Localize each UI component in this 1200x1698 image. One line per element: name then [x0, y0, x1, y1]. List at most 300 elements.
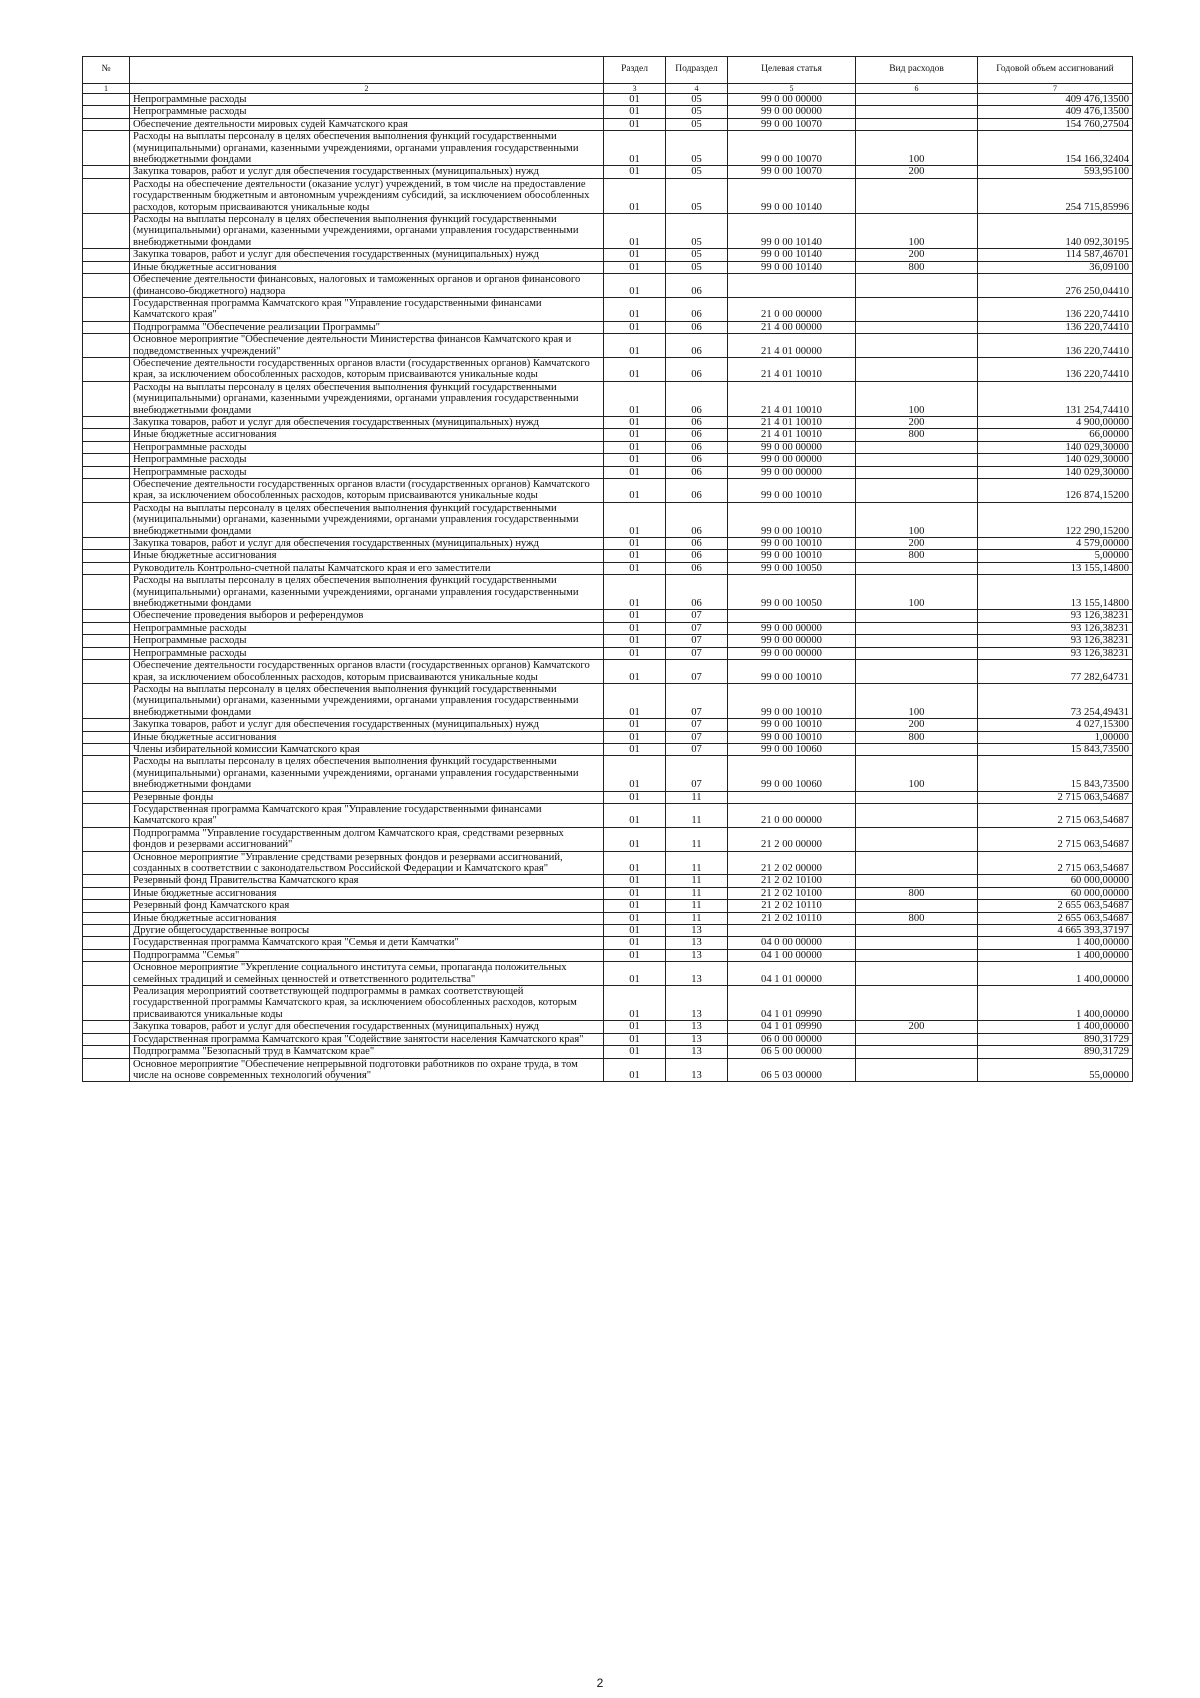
col-index: 6	[856, 84, 978, 94]
row-amount-cell: 1 400,00000	[978, 962, 1133, 986]
row-name-cell: Обеспечение деятельности финансовых, налоговых и таможенных органов и органов финансового (финансово-бюджетного) надзора	[130, 274, 604, 298]
row-name-cell: Обеспечение деятельности государственных органов власти (государственных органов) Камчатского края, за исключением обособленных расходов, которым присваиваются уникальные коды	[130, 357, 604, 381]
table-row	[83, 479, 1133, 503]
row-amount-cell: 2 655 063,54687	[978, 900, 1133, 912]
row-amount-cell: 73 254,49431	[978, 683, 1133, 718]
row-num-cell	[83, 887, 130, 899]
row-subsection-cell: 05	[666, 261, 728, 273]
col-name-header	[130, 57, 604, 84]
row-section-cell: 01	[604, 962, 666, 986]
row-name-cell: Иные бюджетные ассигнования	[130, 731, 604, 743]
row-num-cell	[83, 660, 130, 684]
row-num-cell	[83, 949, 130, 961]
row-subsection-cell: 07	[666, 647, 728, 659]
row-section-cell: 01	[604, 803, 666, 827]
row-subsection-cell: 11	[666, 887, 728, 899]
row-num-cell	[83, 986, 130, 1021]
row-amount-cell: 2 715 063,54687	[978, 791, 1133, 803]
row-section-cell: 01	[604, 887, 666, 899]
row-exptype-cell	[856, 803, 978, 827]
row-num-cell	[83, 441, 130, 453]
row-name-cell: Расходы на обеспечение деятельности (оказание услуг) учреждений, в том числе на предоставление государственным бюджетным и автономным учреждениям субсидий, за исключением обособленных расходов, которым присваиваются уникальные коды	[130, 178, 604, 213]
table-row	[83, 357, 1133, 381]
row-section-cell: 01	[604, 214, 666, 249]
table-row	[83, 756, 1133, 791]
row-subsection-cell: 13	[666, 1058, 728, 1082]
row-section-cell: 01	[604, 381, 666, 416]
row-exptype-cell: 200	[856, 416, 978, 428]
row-subsection-cell: 05	[666, 118, 728, 130]
row-num-cell	[83, 1033, 130, 1045]
row-subsection-cell: 05	[666, 249, 728, 261]
row-subsection-cell: 11	[666, 912, 728, 924]
row-subsection-cell: 05	[666, 178, 728, 213]
row-subsection-cell: 06	[666, 441, 728, 453]
table-row	[83, 550, 1133, 562]
col-index: 7	[978, 84, 1133, 94]
table-row	[83, 131, 1133, 166]
col-index: 3	[604, 84, 666, 94]
table-row	[83, 466, 1133, 478]
row-name-cell: Непрограммные расходы	[130, 635, 604, 647]
row-subsection-cell: 06	[666, 466, 728, 478]
row-exptype-cell	[856, 479, 978, 503]
table-row	[83, 575, 1133, 610]
row-target-cell: 99 0 00 10010	[728, 731, 856, 743]
row-num-cell	[83, 575, 130, 610]
row-name-cell: Государственная программа Камчатского края "Семья и дети Камчатки"	[130, 937, 604, 949]
row-exptype-cell	[856, 962, 978, 986]
row-name-cell: Непрограммные расходы	[130, 441, 604, 453]
row-exptype-cell	[856, 118, 978, 130]
row-num-cell	[83, 1021, 130, 1033]
row-target-cell: 99 0 00 00000	[728, 647, 856, 659]
row-section-cell: 01	[604, 756, 666, 791]
row-target-cell: 99 0 00 10010	[728, 683, 856, 718]
row-exptype-cell: 100	[856, 381, 978, 416]
col-index: 4	[666, 84, 728, 94]
row-target-cell: 99 0 00 10070	[728, 166, 856, 178]
row-subsection-cell: 07	[666, 743, 728, 755]
row-num-cell	[83, 131, 130, 166]
row-section-cell: 01	[604, 466, 666, 478]
table-row	[83, 962, 1133, 986]
header-row	[83, 57, 1133, 84]
row-name-cell: Расходы на выплаты персоналу в целях обеспечения выполнения функций государственными (муниципальными) органами, казенными учреждениями, органами управления государственными внебюджетными фондами	[130, 131, 604, 166]
row-exptype-cell: 800	[856, 912, 978, 924]
row-section-cell: 01	[604, 479, 666, 503]
col-num-header: №	[83, 57, 130, 84]
row-amount-cell: 93 126,38231	[978, 635, 1133, 647]
row-name-cell: Основное мероприятие "Управление средствами резервных фондов и резервами ассигнований, созданных в соответствии с законодательством Российской Федерации и Камчатского края"	[130, 851, 604, 875]
row-section-cell: 01	[604, 1021, 666, 1033]
row-num-cell	[83, 357, 130, 381]
row-exptype-cell	[856, 297, 978, 321]
table-row	[83, 887, 1133, 899]
row-section-cell: 01	[604, 274, 666, 298]
row-amount-cell: 15 843,73500	[978, 743, 1133, 755]
row-num-cell	[83, 94, 130, 106]
table-row	[83, 610, 1133, 622]
row-section-cell: 01	[604, 683, 666, 718]
row-exptype-cell	[856, 441, 978, 453]
row-target-cell: 99 0 00 10070	[728, 131, 856, 166]
row-subsection-cell: 05	[666, 106, 728, 118]
row-section-cell: 01	[604, 949, 666, 961]
row-name-cell: Основное мероприятие "Обеспечение деятельности Министерства финансов Камчатского края и подведомственных учреждений"	[130, 334, 604, 358]
table-row	[83, 900, 1133, 912]
row-num-cell	[83, 321, 130, 333]
row-target-cell: 21 2 00 00000	[728, 827, 856, 851]
row-exptype-cell	[856, 1046, 978, 1058]
row-amount-cell: 66,00000	[978, 429, 1133, 441]
row-num-cell	[83, 297, 130, 321]
row-exptype-cell	[856, 743, 978, 755]
row-section-cell: 01	[604, 791, 666, 803]
row-exptype-cell	[856, 610, 978, 622]
row-exptype-cell: 100	[856, 214, 978, 249]
row-amount-cell: 114 587,46701	[978, 249, 1133, 261]
row-num-cell	[83, 416, 130, 428]
row-name-cell: Закупка товаров, работ и услуг для обеспечения государственных (муниципальных) нужд	[130, 1021, 604, 1033]
col-index: 1	[83, 84, 130, 94]
row-amount-cell: 126 874,15200	[978, 479, 1133, 503]
row-amount-cell: 4 900,00000	[978, 416, 1133, 428]
row-amount-cell: 136 220,74410	[978, 321, 1133, 333]
row-target-cell: 99 0 00 10010	[728, 479, 856, 503]
row-exptype-cell	[856, 466, 978, 478]
row-amount-cell: 60 000,00000	[978, 875, 1133, 887]
row-exptype-cell	[856, 274, 978, 298]
row-target-cell	[728, 791, 856, 803]
table-body	[83, 94, 1133, 1082]
row-subsection-cell: 11	[666, 791, 728, 803]
row-num-cell	[83, 538, 130, 550]
row-target-cell	[728, 610, 856, 622]
row-amount-cell: 890,31729	[978, 1033, 1133, 1045]
row-amount-cell: 1 400,00000	[978, 1021, 1133, 1033]
row-subsection-cell: 13	[666, 1046, 728, 1058]
row-target-cell: 99 0 00 10140	[728, 178, 856, 213]
row-name-cell: Иные бюджетные ассигнования	[130, 887, 604, 899]
row-amount-cell: 409 476,13500	[978, 94, 1133, 106]
row-section-cell: 01	[604, 660, 666, 684]
row-exptype-cell: 200	[856, 719, 978, 731]
row-name-cell: Основное мероприятие "Обеспечение непрерывной подготовки работников по охране труда, в том числе на основе современных технологий обучения"	[130, 1058, 604, 1082]
table-row	[83, 743, 1133, 755]
table-row	[83, 1033, 1133, 1045]
row-subsection-cell: 13	[666, 1033, 728, 1045]
row-target-cell: 99 0 00 00000	[728, 441, 856, 453]
row-subsection-cell: 06	[666, 479, 728, 503]
row-name-cell: Расходы на выплаты персоналу в целях обеспечения выполнения функций государственными (муниципальными) органами, казенными учреждениями, органами управления государственными внебюджетными фондами	[130, 683, 604, 718]
row-name-cell: Члены избирательной комиссии Камчатского края	[130, 743, 604, 755]
row-amount-cell: 140 029,30000	[978, 441, 1133, 453]
row-subsection-cell: 06	[666, 502, 728, 537]
row-exptype-cell: 800	[856, 731, 978, 743]
row-exptype-cell	[856, 791, 978, 803]
row-subsection-cell: 06	[666, 429, 728, 441]
table-row	[83, 683, 1133, 718]
row-target-cell: 21 4 01 10010	[728, 416, 856, 428]
row-name-cell: Государственная программа Камчатского края "Управление государственными финансами Камчатского края"	[130, 297, 604, 321]
row-target-cell: 99 0 00 10140	[728, 261, 856, 273]
row-num-cell	[83, 622, 130, 634]
row-num-cell	[83, 827, 130, 851]
table-row	[83, 925, 1133, 937]
table-row	[83, 106, 1133, 118]
row-subsection-cell: 06	[666, 538, 728, 550]
col-target-header: Целевая статья	[728, 57, 856, 84]
row-subsection-cell: 05	[666, 214, 728, 249]
table-row	[83, 118, 1133, 130]
row-subsection-cell: 11	[666, 827, 728, 851]
row-name-cell: Резервные фонды	[130, 791, 604, 803]
row-exptype-cell: 800	[856, 261, 978, 273]
row-exptype-cell: 100	[856, 502, 978, 537]
row-exptype-cell: 800	[856, 550, 978, 562]
table-row	[83, 660, 1133, 684]
row-exptype-cell	[856, 321, 978, 333]
row-section-cell: 01	[604, 550, 666, 562]
row-target-cell: 99 0 00 10010	[728, 719, 856, 731]
row-exptype-cell: 800	[856, 887, 978, 899]
row-name-cell: Подпрограмма "Обеспечение реализации Программы"	[130, 321, 604, 333]
row-target-cell: 99 0 00 10010	[728, 550, 856, 562]
row-subsection-cell: 06	[666, 575, 728, 610]
row-name-cell: Закупка товаров, работ и услуг для обеспечения государственных (муниципальных) нужд	[130, 719, 604, 731]
table-row	[83, 261, 1133, 273]
row-exptype-cell	[856, 827, 978, 851]
col-section-header: Раздел	[604, 57, 666, 84]
row-section-cell: 01	[604, 610, 666, 622]
row-name-cell: Руководитель Контрольно-счетной палаты Камчатского края и его заместители	[130, 562, 604, 574]
row-exptype-cell: 100	[856, 683, 978, 718]
table-row	[83, 274, 1133, 298]
row-subsection-cell: 06	[666, 454, 728, 466]
table-row	[83, 502, 1133, 537]
row-amount-cell: 5,00000	[978, 550, 1133, 562]
row-num-cell	[83, 851, 130, 875]
row-num-cell	[83, 466, 130, 478]
row-target-cell: 21 0 00 00000	[728, 297, 856, 321]
table-row	[83, 647, 1133, 659]
row-exptype-cell	[856, 1058, 978, 1082]
row-amount-cell: 409 476,13500	[978, 106, 1133, 118]
row-name-cell: Реализация мероприятий соответствующей подпрограммы в рамках соответствующей государственной программы Камчатского края, за исключением обособленных расходов, которым присваиваются уникальные коды	[130, 986, 604, 1021]
row-target-cell: 99 0 00 10140	[728, 249, 856, 261]
row-section-cell: 01	[604, 925, 666, 937]
row-target-cell: 99 0 00 10010	[728, 502, 856, 537]
row-section-cell: 01	[604, 743, 666, 755]
row-name-cell: Иные бюджетные ассигнования	[130, 429, 604, 441]
row-subsection-cell: 13	[666, 1021, 728, 1033]
row-subsection-cell: 07	[666, 635, 728, 647]
row-subsection-cell: 11	[666, 875, 728, 887]
row-num-cell	[83, 803, 130, 827]
row-target-cell: 99 0 00 10070	[728, 118, 856, 130]
row-amount-cell: 77 282,64731	[978, 660, 1133, 684]
row-amount-cell: 1 400,00000	[978, 986, 1133, 1021]
row-num-cell	[83, 381, 130, 416]
table-row	[83, 214, 1133, 249]
row-amount-cell: 55,00000	[978, 1058, 1133, 1082]
row-section-cell: 01	[604, 416, 666, 428]
row-subsection-cell: 06	[666, 334, 728, 358]
row-target-cell: 99 0 00 10060	[728, 743, 856, 755]
row-subsection-cell: 06	[666, 562, 728, 574]
row-subsection-cell: 07	[666, 719, 728, 731]
row-exptype-cell	[856, 647, 978, 659]
row-subsection-cell: 06	[666, 297, 728, 321]
row-num-cell	[83, 1058, 130, 1082]
row-num-cell	[83, 106, 130, 118]
row-target-cell: 04 1 01 09990	[728, 1021, 856, 1033]
row-section-cell: 01	[604, 106, 666, 118]
table-row	[83, 1046, 1133, 1058]
row-name-cell: Расходы на выплаты персоналу в целях обеспечения выполнения функций государственными (муниципальными) органами, казенными учреждениями, органами управления государственными внебюджетными фондами	[130, 756, 604, 791]
table-row	[83, 622, 1133, 634]
table-row	[83, 1021, 1133, 1033]
row-target-cell: 99 0 00 00000	[728, 106, 856, 118]
table-row	[83, 297, 1133, 321]
row-num-cell	[83, 731, 130, 743]
table-row	[83, 875, 1133, 887]
table-row	[83, 719, 1133, 731]
row-subsection-cell: 11	[666, 900, 728, 912]
row-amount-cell: 140 029,30000	[978, 454, 1133, 466]
row-exptype-cell	[856, 925, 978, 937]
row-subsection-cell: 11	[666, 851, 728, 875]
row-exptype-cell	[856, 622, 978, 634]
row-target-cell: 99 0 00 00000	[728, 454, 856, 466]
row-amount-cell: 13 155,14800	[978, 575, 1133, 610]
row-num-cell	[83, 118, 130, 130]
table-row	[83, 635, 1133, 647]
row-name-cell: Обеспечение деятельности государственных органов власти (государственных органов) Камчатского края, за исключением обособленных расходов, которым присваиваются уникальные коды	[130, 660, 604, 684]
row-name-cell: Непрограммные расходы	[130, 94, 604, 106]
budget-sheet	[82, 56, 1132, 1082]
row-target-cell: 06 5 00 00000	[728, 1046, 856, 1058]
row-amount-cell: 13 155,14800	[978, 562, 1133, 574]
row-amount-cell: 1 400,00000	[978, 937, 1133, 949]
table-row	[83, 538, 1133, 550]
table-row	[83, 454, 1133, 466]
index-row	[83, 84, 1133, 94]
row-amount-cell: 4 579,00000	[978, 538, 1133, 550]
row-amount-cell: 276 250,04410	[978, 274, 1133, 298]
row-target-cell: 21 2 02 00000	[728, 851, 856, 875]
row-section-cell: 01	[604, 986, 666, 1021]
row-exptype-cell: 800	[856, 429, 978, 441]
row-section-cell: 01	[604, 851, 666, 875]
row-subsection-cell: 07	[666, 756, 728, 791]
row-exptype-cell	[856, 949, 978, 961]
row-subsection-cell: 07	[666, 683, 728, 718]
row-name-cell: Непрограммные расходы	[130, 466, 604, 478]
row-target-cell: 04 0 00 00000	[728, 937, 856, 949]
row-target-cell: 21 2 02 10110	[728, 900, 856, 912]
row-num-cell	[83, 166, 130, 178]
row-amount-cell: 593,95100	[978, 166, 1133, 178]
row-section-cell: 01	[604, 912, 666, 924]
row-num-cell	[83, 683, 130, 718]
row-target-cell: 21 4 01 10010	[728, 357, 856, 381]
row-name-cell: Непрограммные расходы	[130, 647, 604, 659]
table-row	[83, 562, 1133, 574]
row-section-cell: 01	[604, 321, 666, 333]
table-row	[83, 937, 1133, 949]
row-exptype-cell: 200	[856, 1021, 978, 1033]
table-row	[83, 178, 1133, 213]
row-num-cell	[83, 479, 130, 503]
row-exptype-cell: 100	[856, 131, 978, 166]
row-section-cell: 01	[604, 261, 666, 273]
row-name-cell: Обеспечение деятельности мировых судей Камчатского края	[130, 118, 604, 130]
row-target-cell: 04 1 01 09990	[728, 986, 856, 1021]
row-section-cell: 01	[604, 1058, 666, 1082]
row-exptype-cell: 100	[856, 756, 978, 791]
row-target-cell	[728, 925, 856, 937]
table-row	[83, 416, 1133, 428]
row-num-cell	[83, 1046, 130, 1058]
row-exptype-cell	[856, 106, 978, 118]
row-num-cell	[83, 610, 130, 622]
row-section-cell: 01	[604, 357, 666, 381]
row-section-cell: 01	[604, 118, 666, 130]
row-target-cell: 99 0 00 00000	[728, 635, 856, 647]
row-name-cell: Иные бюджетные ассигнования	[130, 261, 604, 273]
table-row	[83, 791, 1133, 803]
row-subsection-cell: 11	[666, 803, 728, 827]
row-subsection-cell: 07	[666, 610, 728, 622]
row-target-cell: 21 2 02 10100	[728, 875, 856, 887]
row-name-cell: Расходы на выплаты персоналу в целях обеспечения выполнения функций государственными (муниципальными) органами, казенными учреждениями, органами управления государственными внебюджетными фондами	[130, 381, 604, 416]
row-amount-cell: 4 027,15300	[978, 719, 1133, 731]
row-subsection-cell: 13	[666, 937, 728, 949]
row-subsection-cell: 13	[666, 925, 728, 937]
row-name-cell: Иные бюджетные ассигнования	[130, 912, 604, 924]
row-name-cell: Подпрограмма "Безопасный труд в Камчатском крае"	[130, 1046, 604, 1058]
row-num-cell	[83, 249, 130, 261]
row-section-cell: 01	[604, 827, 666, 851]
row-target-cell: 99 0 00 10010	[728, 660, 856, 684]
row-num-cell	[83, 454, 130, 466]
row-target-cell: 99 0 00 00000	[728, 622, 856, 634]
col-subsection-header: Подраздел	[666, 57, 728, 84]
row-target-cell: 06 0 00 00000	[728, 1033, 856, 1045]
row-name-cell: Другие общегосударственные вопросы	[130, 925, 604, 937]
row-section-cell: 01	[604, 575, 666, 610]
row-num-cell	[83, 756, 130, 791]
row-section-cell: 01	[604, 647, 666, 659]
row-amount-cell: 93 126,38231	[978, 647, 1133, 659]
row-num-cell	[83, 791, 130, 803]
row-amount-cell: 2 715 063,54687	[978, 851, 1133, 875]
row-subsection-cell: 06	[666, 381, 728, 416]
table-row	[83, 827, 1133, 851]
row-amount-cell: 254 715,85996	[978, 178, 1133, 213]
row-section-cell: 01	[604, 622, 666, 634]
row-section-cell: 01	[604, 538, 666, 550]
col-exptype-header: Вид расходов	[856, 57, 978, 84]
row-name-cell: Расходы на выплаты персоналу в целях обеспечения выполнения функций государственными (муниципальными) органами, казенными учреждениями, органами управления государственными внебюджетными фондами	[130, 502, 604, 537]
table-row	[83, 249, 1133, 261]
row-subsection-cell: 07	[666, 660, 728, 684]
row-amount-cell: 1,00000	[978, 731, 1133, 743]
row-section-cell: 01	[604, 1046, 666, 1058]
table-row	[83, 1058, 1133, 1082]
